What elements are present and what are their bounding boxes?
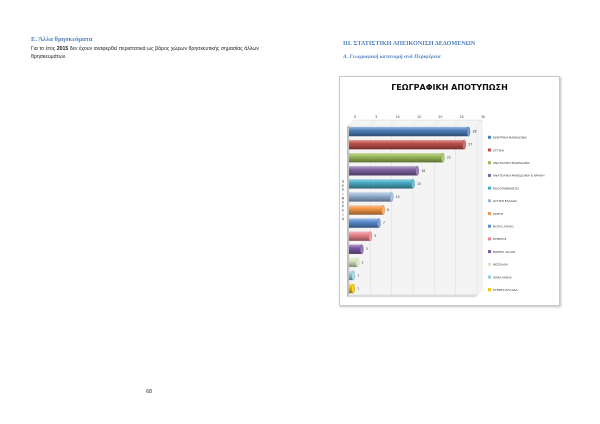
body-text-end: δεν έχουν αναφερθεί περιστατικά ως βάρος χώρων θρησκευτικής σημασίας άλλων θρησκευμάτων. <box>31 46 259 60</box>
chart-canvas <box>340 77 559 305</box>
section-title-other-religions: Ε. Άλλα θρησκεύματα <box>31 36 93 43</box>
bar-5 <box>349 192 393 201</box>
x-tick-label-6: 30 <box>480 115 486 119</box>
legend-swatch-7 <box>488 225 491 228</box>
svg-text:Φ: Φ <box>341 196 345 201</box>
x-tick-label-4: 20 <box>438 115 443 119</box>
bar-1 <box>349 140 466 149</box>
svg-text:Π: Π <box>341 180 345 184</box>
value-label-11: 1 <box>357 273 360 278</box>
bar-12 <box>349 284 355 293</box>
bar-9 <box>349 245 363 254</box>
legend-swatch-2 <box>488 161 491 164</box>
value-label-12: 1 <box>357 286 360 291</box>
value-label-3: 16 <box>421 168 426 173</box>
legend-swatch-8 <box>488 237 491 240</box>
legend-entry-12: ΣΤΕΡΕΑ ΕΛΛΑΔΑ <box>493 288 518 292</box>
value-label-6: 8 <box>387 208 390 212</box>
legend-entry-5: ΔΥΤΙΚΗ ΕΛΛΑΔΑ <box>493 199 517 204</box>
x-tick-label-5: 25 <box>459 115 464 119</box>
x-tick-label-2: 10 <box>395 115 400 119</box>
value-label-10: 2 <box>361 260 364 265</box>
legend-swatch-3 <box>488 174 491 177</box>
legend-entry-10: ΘΕΣΣΑΛΙΑ <box>493 262 509 267</box>
value-label-8: 5 <box>374 234 377 239</box>
x-tick-label-1: 5 <box>375 115 378 119</box>
legend-entry-4: ΠΕΛΟΠΟΝΝΗΣΟΣ <box>493 186 520 191</box>
svg-text:Ι: Ι <box>342 212 344 217</box>
subsection-title-geographic: Α. Γεωγραφική κατανομή ανά Περιφέρεια <box>343 54 441 60</box>
bar-3 <box>349 166 419 175</box>
legend-entry-8: ΗΠΕΙΡΟΣ <box>493 237 507 242</box>
bar-2 <box>349 153 444 162</box>
body-text-start: Για το έτος <box>31 46 57 52</box>
value-label-1: 27 <box>468 142 473 147</box>
body-paragraph <box>31 45 259 61</box>
legend-swatch-11 <box>488 276 491 279</box>
legend-entry-3: ΑΝΑΤΟΛΙΚΗ ΜΑΚΕΔΟΝΙΑ & ΘΡΑΚΗ <box>493 173 545 178</box>
svg-text:Ε: Ε <box>341 184 345 189</box>
body-year: 2015 <box>56 46 69 52</box>
y-axis-label <box>342 180 345 221</box>
legend-entry-2: ΑΝΑΤΟΛΙΚΗ ΜΑΚΕΔΟΝΙΑ <box>493 161 530 165</box>
chart-title: ΓΕΩΓΡΑΦΙΚΗ ΑΠΟΤΥΠΩΣΗ <box>391 83 508 92</box>
legend-entry-9: ΒΟΡΕΙΟ ΑΙΓΑΙΟ <box>493 249 516 254</box>
svg-text:Ρ: Ρ <box>341 204 345 209</box>
svg-text:Ε: Ε <box>341 208 345 213</box>
legend-swatch-6 <box>488 212 491 215</box>
svg-text:Ι: Ι <box>342 192 344 197</box>
svg-text:Α: Α <box>341 216 345 221</box>
legend-swatch-4 <box>488 187 491 190</box>
legend-swatch-9 <box>488 250 491 253</box>
value-label-7: 7 <box>382 221 385 226</box>
legend-entry-1: ΑΤΤΙΚΗ <box>493 148 504 153</box>
value-label-5: 10 <box>395 194 400 199</box>
svg-text:Ε: Ε <box>341 200 345 205</box>
section-title-statistics: ΙΙΙ. ΣΤΑΤΙΣΤΙΚΗ ΑΠΕΙΚΟΝΙΣΗ ΔΕΔΟΜΕΝΩΝ <box>343 40 476 47</box>
legend-entry-7: ΝΟΤΙΟ ΑΙΓΑΙΟ <box>493 224 514 229</box>
x-tick-label-3: 15 <box>416 115 422 119</box>
legend-swatch-12 <box>488 288 491 291</box>
legend-swatch-0 <box>488 136 491 139</box>
value-label-0: 28 <box>472 129 477 134</box>
legend-swatch-5 <box>488 199 491 202</box>
page-number: 68 <box>146 389 153 395</box>
value-label-2: 22 <box>446 155 451 160</box>
bar-10 <box>349 258 359 267</box>
value-label-9: 3 <box>365 247 368 252</box>
bar-4 <box>349 179 415 188</box>
right-page <box>300 0 600 424</box>
x-tick-label-0: 0 <box>353 115 357 119</box>
svg-text:Ρ: Ρ <box>341 188 345 193</box>
legend-entry-11: ΙΟΝΙΑ ΝΗΣΙΑ <box>493 275 512 280</box>
plot-side-wall <box>347 125 349 297</box>
legend-swatch-10 <box>488 263 491 266</box>
bar-11 <box>349 271 355 280</box>
legend-entry-0: ΚΕΝΤΡΙΚΗ ΜΑΚΕΔΟΝΙΑ <box>493 135 527 140</box>
bar-0 <box>349 127 470 136</box>
bar-8 <box>349 231 372 240</box>
legend-swatch-1 <box>488 149 491 152</box>
geographic-chart <box>339 76 560 306</box>
bar-7 <box>349 218 380 227</box>
legend-entry-6: ΚΡΗΤΗ <box>493 211 504 216</box>
value-label-4: 15 <box>417 181 422 186</box>
plot-floor <box>347 295 477 297</box>
bar-6 <box>349 205 385 214</box>
